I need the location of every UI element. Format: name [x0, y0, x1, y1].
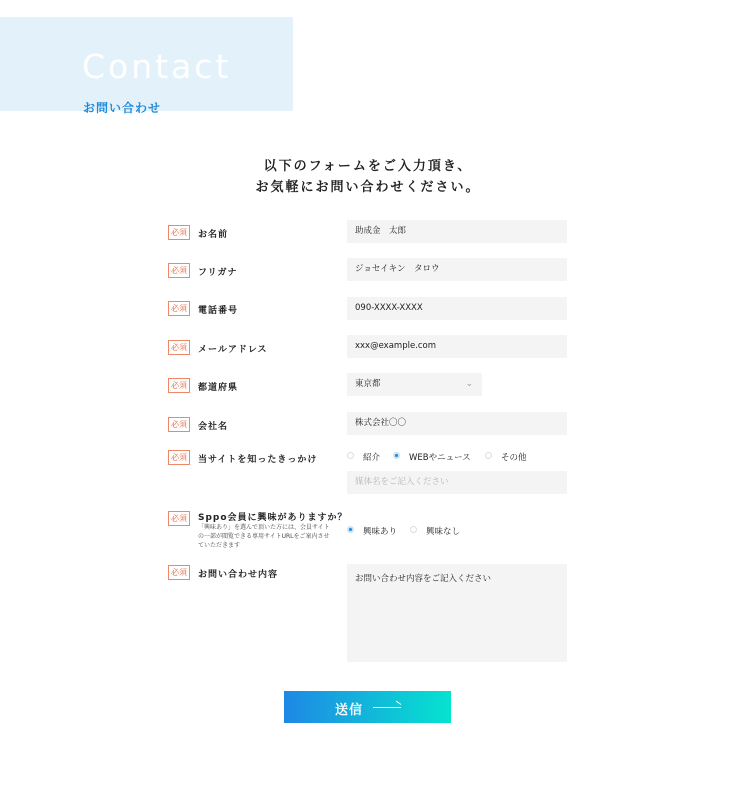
email-input[interactable]: xxx@example.com: [347, 335, 567, 358]
required-badge: 必須: [168, 301, 190, 316]
interest-note: 「興味あり」を選んで頂いた方には、会員サイトの一部が閲覧できる専用サイトURLをご案内させていただきます: [198, 524, 330, 549]
message-textarea[interactable]: お問い合わせ内容をご記入ください: [347, 564, 567, 662]
required-badge: 必須: [168, 378, 190, 393]
submit-label: 送信: [335, 702, 364, 717]
required-badge: 必須: [168, 225, 190, 240]
radio-source-web-label: WEBやニュース: [409, 453, 471, 463]
media-name-input[interactable]: 媒体名をご記入ください: [347, 471, 567, 494]
intro-line-2: お気軽にお問い合わせください。: [255, 180, 481, 195]
required-badge: 必須: [168, 511, 190, 526]
message-label: お問い合わせ内容: [198, 570, 279, 580]
radio-source-referral[interactable]: [347, 452, 354, 459]
required-badge: 必須: [168, 450, 190, 465]
name-input[interactable]: 助成金 太郎: [347, 220, 567, 243]
source-label: 当サイトを知ったきっかけ: [198, 455, 318, 465]
required-badge: 必須: [168, 417, 190, 432]
radio-interest-no-label: 興味なし: [426, 527, 461, 537]
radio-interest-no[interactable]: [410, 526, 417, 533]
interest-label: Sppo会員に興味がありますか？: [198, 513, 348, 523]
email-label: メールアドレス: [198, 345, 268, 355]
phone-label: 電話番号: [198, 306, 239, 316]
radio-source-other[interactable]: [485, 452, 492, 459]
intro-line-1: 以下のフォームをご入力頂き、: [263, 159, 473, 174]
hero-title: Contact: [82, 47, 232, 86]
radio-source-web[interactable]: [393, 452, 400, 459]
radio-interest-yes-label: 興味あり: [363, 527, 398, 537]
submit-button[interactable]: [284, 691, 451, 723]
radio-source-referral-label: 紹介: [363, 453, 381, 463]
radio-source-other-label: その他: [501, 453, 527, 463]
prefecture-label: 都道府県: [198, 383, 239, 393]
name-label: お名前: [198, 230, 229, 240]
company-label: 会社名: [198, 422, 229, 432]
arrow-right-icon: [373, 707, 401, 708]
phone-input[interactable]: 090-XXXX-XXXX: [347, 297, 567, 320]
furigana-input[interactable]: ジョセイキン タロウ: [347, 258, 567, 281]
prefecture-select[interactable]: [347, 373, 482, 396]
company-input[interactable]: 株式会社〇〇: [347, 412, 567, 435]
required-badge: 必須: [168, 263, 190, 278]
chevron-down-icon: ⌄: [465, 379, 473, 389]
radio-interest-yes[interactable]: [347, 526, 354, 533]
hero-subtitle: お問い合わせ: [83, 101, 162, 115]
furigana-label: フリガナ: [198, 268, 238, 278]
required-badge: 必須: [168, 340, 190, 355]
required-badge: 必須: [168, 565, 190, 580]
hero-banner: [0, 17, 293, 115]
prefecture-value: 東京都: [355, 379, 381, 389]
